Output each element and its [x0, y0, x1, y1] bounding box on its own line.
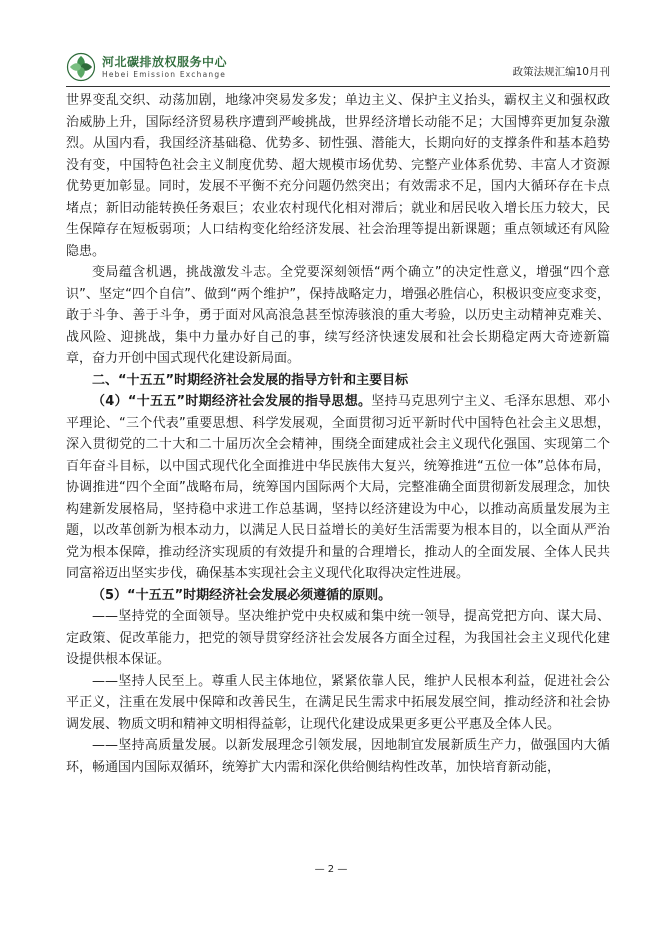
- principle-party-leadership: ——坚持党的全面领导。坚决维护党中央权威和集中统一领导，提高党把方向、谋大局、定政策、促改革能力，把党的领导贯穿经济社会发展各方面全过程，为我国社会主义现代化建设提供根本保证。: [66, 609, 610, 667]
- principle-high-quality-development: ——坚持高质量发展。以新发展理念引领发展，因地制宜发展新质生产力，做强国内大循环，畅通国内国际双循环，统筹扩大内需和深化供给侧结构性改革，加快培育新动能，: [66, 738, 610, 775]
- header-divider: [66, 86, 610, 87]
- paragraph-world-situation: 世界变乱交织、动荡加剧，地缘冲突易发多发；单边主义、保护主义抬头，霸权主义和强权政治威胁上升，国际经济贸易秩序遭到严峻挑战，世界经济增长动能不足；大国博弈更加复杂激烈。从国内看，我国经济基础稳、优势多、韧性强、潜能大，长期向好的支撑条件和基本趋势没有变，中国特色社会主义制度优势、超大规模市场优势、完整产业体系优势、丰富人才资源优势更加彰显。同时，发展不平衡不充分问题仍然突出；有效需求不足，国内大循环存在卡点堵点；新旧动能转换任务艰巨；农业农村现代化相对滞后；就业和居民收入增长压力较大，民生保障存在短板弱项；人口结构变化给经济发展、社会治理等提出新课题；重点领域还有风险隐患。: [66, 93, 610, 259]
- org-name-cn: 河北碳排放权服务中心: [102, 55, 228, 69]
- page-number: — 2 —: [314, 864, 348, 875]
- paragraph-opportunities: 变局蕴含机遇，挑战激发斗志。全党要深刻领悟“两个确立”的决定性意义，增强“四个意识”、坚定“四个自信”、做到“两个维护”，保持战略定力，增强必胜信心，积极识变应变求变，敢于斗争、善于斗争，勇于面对风高浪急甚至惊涛骇浪的重大考验，以历史主动精神克难关、战风险、迎挑战，集中力量办好自己的事，续写经济快速发展和社会长期稳定两大奇迹新篇章，奋力开创中国式现代化建设新局面。: [66, 265, 610, 366]
- section-heading: 二、“十五五”时期经济社会发展的指导方针和主要目标: [92, 372, 409, 388]
- document-body: [66, 90, 610, 778]
- publication-title: 政策法规汇编10月刊: [512, 66, 610, 78]
- hebei-emission-exchange-logo-icon: [66, 52, 96, 82]
- guiding-thought-text: 坚持马克思列宁主义、毛泽东思想、邓小平理论、“三个代表”重要思想、科学发展观，全面贯彻习近平新时代中国特色社会主义思想，深入贯彻党的二十大和二十届历次全会精神，围绕全面建成社会主义现代化强国、实现第二个百年奋斗目标，以中国式现代化全面推进中华民族伟大复兴，统筹推进“五位一体”总体布局，协调推进“四个全面”战略布局，统筹国内国际两个大局，完整准确全面贯彻新发展理念，加快构建新发展格局，坚持稳中求进工作总基调，坚持以经济建设为中心，以推动高质量发展为主题，以改革创新为根本动力，以满足人民日益增长的美好生活需要为根本目的，以全面从严治党为根本保障，推动经济实现质的有效提升和量的合理增长，推动人的全面发展、全体人民共同富裕迈出坚实步伐，确保基本实现社会主义现代化取得决定性进展。: [66, 394, 610, 581]
- paragraph-principles-heading: （5）“十五五”时期经济社会发展必须遵循的原则。: [92, 587, 392, 603]
- guiding-thought-lead: （4）“十五五”时期经济社会发展的指导思想。: [92, 394, 372, 409]
- org-name-en: Hebei Emission Exchange: [102, 70, 227, 79]
- page-header: [66, 50, 610, 86]
- principle-people-first: ——坚持人民至上。尊重人民主体地位，紧紧依靠人民，维护人民根本利益，促进社会公平正义，注重在发展中保障和改善民生，在满足民生需求中拓展发展空间，推动经济和社会协调发展、物质文明和精神文明相得益彰，让现代化建设成果更多更公平惠及全体人民。: [66, 673, 610, 732]
- paragraph-guiding-thought: [66, 391, 610, 585]
